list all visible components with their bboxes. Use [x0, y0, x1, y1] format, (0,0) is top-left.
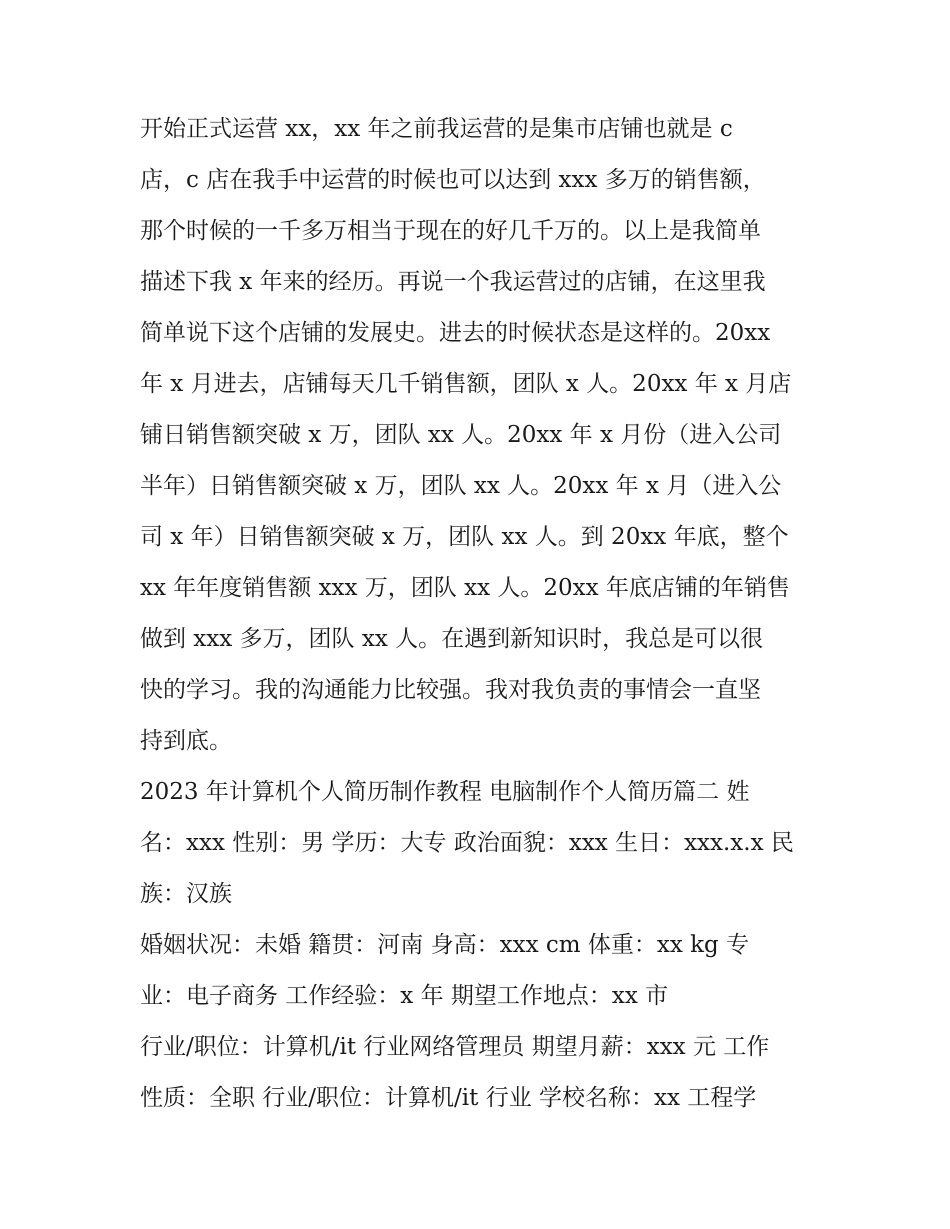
document-body	[140, 104, 820, 1124]
text-line: 开始正式运营 xx，xx 年之前我运营的是集市店铺也就是 c	[140, 116, 733, 142]
paragraph-personal-details	[140, 920, 820, 1022]
text-line: 描述下我 x 年来的经历。再说一个我运营过的店铺，在这里我	[140, 269, 766, 295]
text-line: xx 年年度销售额 xxx 万，团队 xx 人。20xx 年底店铺的年销售	[140, 575, 790, 601]
text-line: 2023 年计算机个人简历制作教程 电脑制作个人简历篇二 姓	[140, 779, 750, 805]
text-line: 铺日销售额突破 x 万，团队 xx 人。20xx 年 x 月份（进入公司	[140, 422, 782, 448]
text-line: 做到 xxx 多万，团队 xx 人。在遇到新知识时，我总是可以很	[140, 626, 764, 652]
text-line: 半年）日销售额突破 x 万，团队 xx 人。20xx 年 x 月（进入公	[140, 473, 782, 499]
text-line: 业：电子商务 工作经验：x 年 期望工作地点：xx 市	[140, 983, 669, 1009]
text-line: 快的学习。我的沟通能力比较强。我对我负责的事情会一直坚	[140, 677, 761, 703]
paragraph-work-experience	[140, 104, 820, 767]
paragraph-job-preferences	[140, 1022, 820, 1124]
text-line: 简单说下这个店铺的发展史。进去的时候状态是这样的。20xx	[140, 320, 771, 346]
text-line: 性质：全职 行业/职位：计算机/it 行业 学校名称：xx 工程学	[140, 1085, 757, 1111]
text-line: 婚姻状况：未婚 籍贯：河南 身高：xxx cm 体重：xx kg 专	[140, 932, 750, 958]
text-line: 年 x 月进去，店铺每天几千销售额，团队 x 人。20xx 年 x 月店	[140, 371, 792, 397]
text-line: 店，c 店在我手中运营的时候也可以达到 xxx 多万的销售额，	[140, 167, 766, 193]
text-line: 那个时候的一千多万相当于现在的好几千万的。以上是我简单	[140, 218, 761, 244]
text-line: 司 x 年）日销售额突破 x 万，团队 xx 人。到 20xx 年底，整个	[140, 524, 789, 550]
paragraph-resume-title-personal-info	[140, 767, 820, 920]
text-line: 行业/职位：计算机/it 行业网络管理员 期望月薪：xxx 元 工作	[140, 1034, 770, 1060]
text-line: 持到底。	[140, 728, 232, 754]
text-line: 名：xxx 性别：男 学历：大专 政治面貌：xxx 生日：xxx.x.x 民	[140, 830, 794, 856]
text-line: 族：汉族	[140, 881, 232, 907]
